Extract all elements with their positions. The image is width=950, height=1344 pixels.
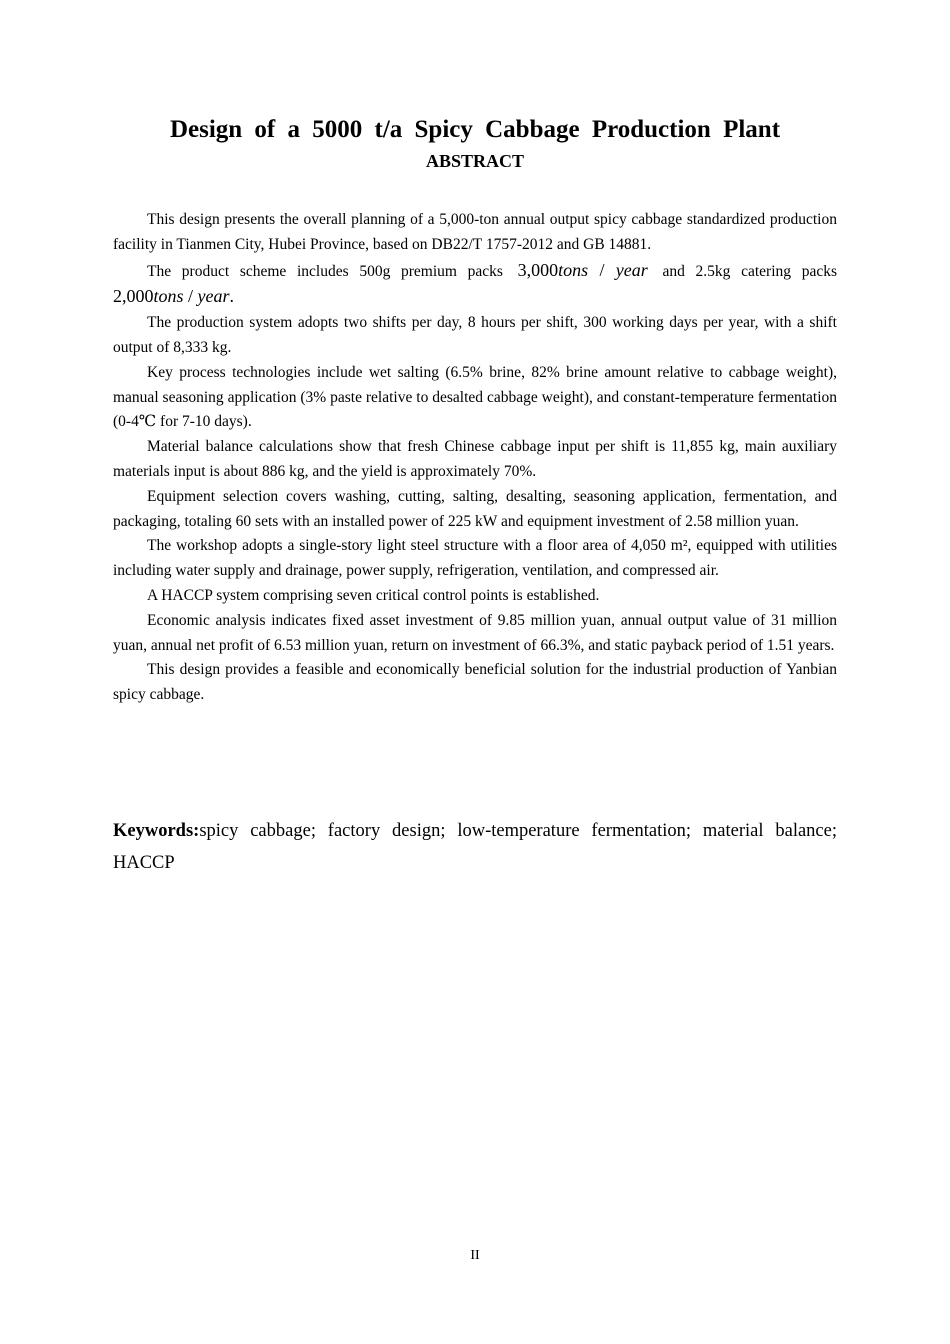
abstract-paragraph: The workshop adopts a single-story light steel structure with a floor area of 4,050 m², equipped with utilities including water supply and drainage, power supply, refrigeration, ventilation, and compressed air. — [113, 537, 837, 580]
math-slash: / — [188, 286, 194, 307]
abstract-paragraph: Economic analysis indicates fixed asset investment of 9.85 million yuan, annual output value of 31 million yuan, annual net profit of 6.53 million yuan, return on investment of 66.3%, and static payback period of 1.51 years. — [113, 611, 837, 654]
abstract-body — [113, 208, 837, 708]
keywords-block — [113, 815, 837, 879]
product-scheme-lead: The product scheme includes 500g premium packs — [147, 262, 503, 280]
keywords-text: spicy cabbage; factory design; low-temperature fermentation; material balance; HACCP — [113, 821, 837, 873]
abstract-paragraph: Material balance calculations show that fresh Chinese cabbage input per shift is 11,855 kg, main auxiliary materials input is about 886 kg, and the yield is approximately 70%. — [113, 438, 837, 480]
product-scheme-paragraph — [113, 258, 837, 312]
math-unit: year — [197, 286, 230, 307]
abstract-paragraph: Equipment selection covers washing, cutting, salting, desalting, seasoning application, fermentation, and packaging, totaling 60 sets with an installed power of 225 kW and equipment investment of 2.58 million yuan. — [113, 487, 837, 530]
math-expression-premium-packs — [514, 260, 652, 280]
abstract-paragraph: A HACCP system comprising seven critical control points is established. — [147, 586, 600, 604]
document-title: Design of a 5000 t/a Spicy Cabbage Production Plant — [169, 116, 781, 143]
math-number: 2,000 — [113, 286, 154, 307]
product-scheme-middle: and 2.5kg catering packs — [662, 262, 837, 280]
abstract-paragraph: The production system adopts two shifts per day, 8 hours per shift, 300 working days per year, with a shift output of 8,333 kg. — [113, 314, 837, 356]
abstract-paragraph: This design presents the overall planning of a 5,000-ton annual output spicy cabbage standardized production facility in Tianmen City, Hubei Province, based on DB22/T 1757-2012 and GB 14881. — [113, 211, 837, 253]
abstract-paragraph: This design provides a feasible and economically beneficial solution for the industrial production of Yanbian spicy cabbage. — [113, 661, 837, 704]
math-unit: tons — [153, 286, 184, 307]
abstract-paragraph: Key process technologies include wet salting (6.5% brine, 82% brine amount relative to cabbage weight), manual seasoning application (3% paste relative to desalted cabbage weight), and constant-temperature fermentation (0-4℃ for 7-10 days). — [113, 363, 837, 431]
math-period: . — [229, 286, 235, 307]
math-unit: tons — [558, 259, 589, 280]
math-slash: / — [599, 259, 605, 280]
math-unit: year — [615, 259, 648, 280]
math-number: 3,000 — [517, 259, 559, 280]
abstract-heading: ABSTRACT — [425, 151, 525, 171]
keywords-label: Keywords: — [113, 821, 200, 841]
math-expression-catering-packs — [113, 286, 238, 306]
page-number: II — [470, 1248, 480, 1263]
